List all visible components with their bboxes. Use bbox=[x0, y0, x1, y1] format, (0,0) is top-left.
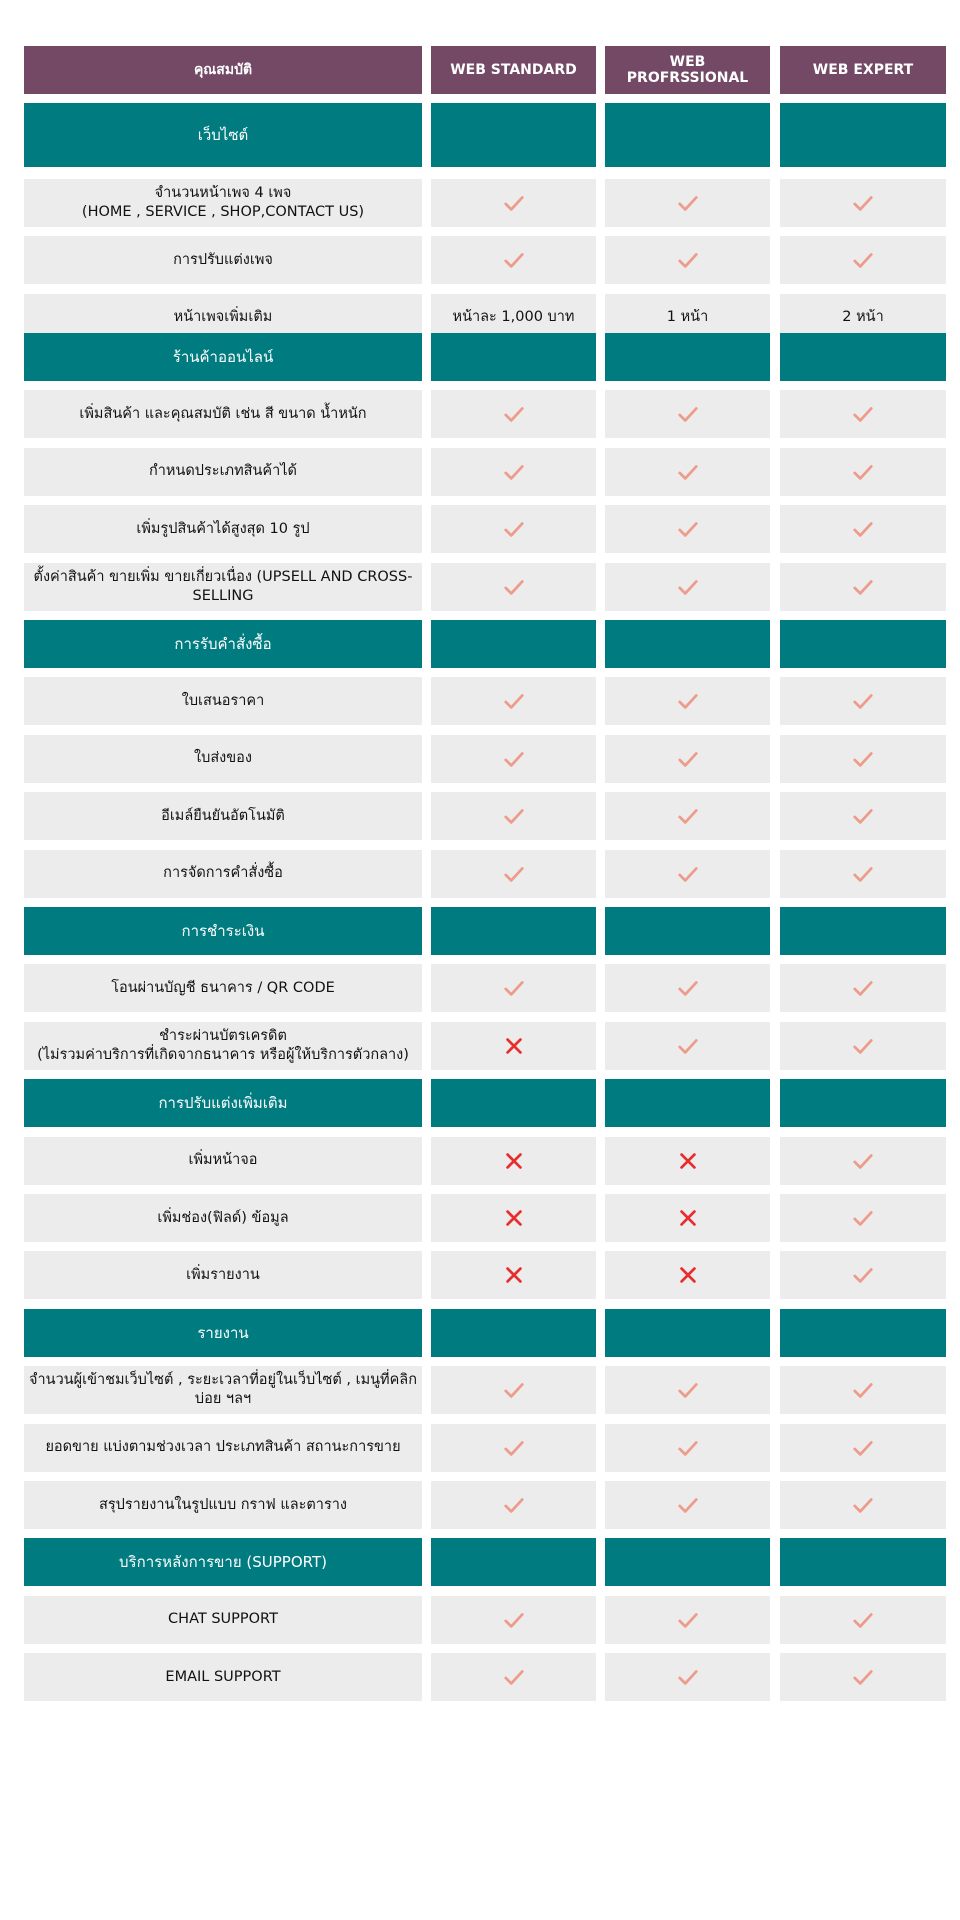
section-filler bbox=[431, 333, 596, 381]
check-icon bbox=[852, 403, 874, 425]
feature-value bbox=[780, 1194, 946, 1242]
feature-row-label bbox=[24, 1481, 422, 1529]
section-filler bbox=[605, 103, 770, 167]
check-icon bbox=[852, 1379, 874, 1401]
check-icon bbox=[852, 1494, 874, 1516]
feature-value bbox=[780, 1424, 946, 1472]
check-icon bbox=[852, 1207, 874, 1229]
check-icon bbox=[503, 1437, 525, 1459]
feature-row-label bbox=[24, 1251, 422, 1299]
section-filler bbox=[431, 907, 596, 955]
feature-value bbox=[780, 1251, 946, 1299]
feature-row-label bbox=[24, 179, 422, 227]
feature-value bbox=[605, 1251, 770, 1299]
feature-value bbox=[431, 964, 596, 1012]
check-icon bbox=[503, 576, 525, 598]
feature-value bbox=[431, 1137, 596, 1185]
check-icon bbox=[503, 1666, 525, 1688]
feature-value bbox=[431, 850, 596, 898]
feature-value bbox=[605, 677, 770, 725]
section-filler bbox=[780, 1309, 946, 1357]
feature-value bbox=[780, 677, 946, 725]
section-filler bbox=[431, 1079, 596, 1127]
section-title bbox=[24, 333, 422, 381]
check-icon bbox=[852, 805, 874, 827]
feature-row-label bbox=[24, 1137, 422, 1185]
check-icon bbox=[503, 403, 525, 425]
feature-value bbox=[431, 1424, 596, 1472]
check-icon bbox=[503, 249, 525, 271]
feature-row-label bbox=[24, 448, 422, 496]
feature-value-text: 2 หน้า bbox=[842, 309, 884, 326]
section-filler bbox=[780, 333, 946, 381]
section-filler bbox=[431, 620, 596, 668]
check-icon bbox=[677, 1609, 699, 1631]
feature-value bbox=[605, 505, 770, 553]
feature-label: การปรับแต่งเพจ bbox=[173, 251, 273, 268]
feature-value bbox=[605, 1137, 770, 1185]
header-plan bbox=[431, 46, 596, 94]
header-feature bbox=[24, 46, 422, 94]
feature-label: เพิ่มสินค้า และคุณสมบัติ เช่น สี ขนาด น้ำหนัก bbox=[79, 405, 367, 422]
check-icon bbox=[677, 977, 699, 999]
check-icon bbox=[852, 863, 874, 885]
feature-row-label bbox=[24, 964, 422, 1012]
feature-row-label bbox=[24, 1366, 422, 1414]
feature-value bbox=[780, 1137, 946, 1185]
cross-icon bbox=[503, 1035, 525, 1057]
feature-row-label bbox=[24, 236, 422, 284]
feature-value bbox=[431, 1653, 596, 1701]
feature-value bbox=[605, 735, 770, 783]
section-filler bbox=[431, 103, 596, 167]
feature-value bbox=[431, 1481, 596, 1529]
feature-value bbox=[605, 1653, 770, 1701]
feature-value bbox=[431, 735, 596, 783]
section-filler bbox=[780, 1079, 946, 1127]
feature-value bbox=[780, 1022, 946, 1070]
feature-value bbox=[431, 179, 596, 227]
feature-value bbox=[780, 390, 946, 438]
section-filler bbox=[780, 1538, 946, 1586]
check-icon bbox=[503, 1494, 525, 1516]
check-icon bbox=[503, 192, 525, 214]
section-filler bbox=[780, 907, 946, 955]
feature-value bbox=[605, 1022, 770, 1070]
feature-value bbox=[780, 964, 946, 1012]
feature-value bbox=[605, 1194, 770, 1242]
header-plan-label: WEB STANDARD bbox=[450, 62, 577, 78]
check-icon bbox=[852, 1150, 874, 1172]
feature-row-label bbox=[24, 1596, 422, 1644]
check-icon bbox=[852, 1666, 874, 1688]
feature-label: ใบเสนอราคา bbox=[181, 692, 265, 709]
section-filler bbox=[780, 103, 946, 167]
feature-label: โอนผ่านบัญชี ธนาคาร / QR CODE bbox=[111, 979, 335, 996]
check-icon bbox=[677, 805, 699, 827]
feature-value bbox=[431, 1194, 596, 1242]
feature-label: EMAIL SUPPORT bbox=[165, 1668, 281, 1685]
feature-value bbox=[605, 179, 770, 227]
feature-value bbox=[605, 1424, 770, 1472]
feature-label: ใบส่งของ bbox=[194, 750, 252, 767]
cross-icon bbox=[677, 1264, 699, 1286]
section-filler bbox=[605, 1538, 770, 1586]
feature-value bbox=[605, 964, 770, 1012]
section-title-label: การปรับแต่งเพิ่มเติม bbox=[158, 1094, 288, 1113]
feature-value bbox=[780, 1596, 946, 1644]
feature-value bbox=[780, 1653, 946, 1701]
feature-value bbox=[605, 850, 770, 898]
check-icon bbox=[503, 1379, 525, 1401]
feature-row-label bbox=[24, 1194, 422, 1242]
section-title bbox=[24, 1309, 422, 1357]
section-filler bbox=[605, 1309, 770, 1357]
feature-value bbox=[431, 390, 596, 438]
feature-value bbox=[780, 792, 946, 840]
check-icon bbox=[852, 192, 874, 214]
feature-value bbox=[605, 563, 770, 611]
check-icon bbox=[677, 403, 699, 425]
check-icon bbox=[677, 1035, 699, 1057]
feature-label: CHAT SUPPORT bbox=[168, 1611, 278, 1628]
feature-value-text: 1 หน้า bbox=[666, 309, 709, 326]
check-icon bbox=[852, 977, 874, 999]
check-icon bbox=[852, 576, 874, 598]
feature-value bbox=[605, 390, 770, 438]
cross-icon bbox=[503, 1150, 525, 1172]
section-filler bbox=[605, 620, 770, 668]
check-icon bbox=[852, 690, 874, 712]
feature-value bbox=[431, 792, 596, 840]
section-filler bbox=[605, 907, 770, 955]
feature-value bbox=[431, 1596, 596, 1644]
check-icon bbox=[503, 805, 525, 827]
feature-label: หน้าเพจเพิ่มเติม bbox=[173, 309, 273, 326]
feature-label: เพิ่มรูปสินค้าได้สูงสุด 10 รูป bbox=[136, 520, 310, 537]
check-icon bbox=[677, 576, 699, 598]
section-title bbox=[24, 620, 422, 668]
feature-value bbox=[431, 563, 596, 611]
feature-label: ยอดขาย แบ่งตามช่วงเวลา ประเภทสินค้า สถานะการขาย bbox=[45, 1439, 401, 1456]
header-plan bbox=[780, 46, 946, 94]
feature-value bbox=[780, 850, 946, 898]
feature-value bbox=[780, 1481, 946, 1529]
feature-row-label bbox=[24, 390, 422, 438]
section-title-label: ร้านค้าออนไลน์ bbox=[172, 348, 274, 366]
feature-value bbox=[431, 505, 596, 553]
feature-value bbox=[605, 1596, 770, 1644]
section-title bbox=[24, 103, 422, 167]
check-icon bbox=[677, 863, 699, 885]
check-icon bbox=[677, 192, 699, 214]
feature-row-label bbox=[24, 1022, 422, 1070]
feature-value bbox=[780, 505, 946, 553]
check-icon bbox=[852, 1264, 874, 1286]
feature-row-label bbox=[24, 505, 422, 553]
feature-row-label bbox=[24, 1424, 422, 1472]
check-icon bbox=[503, 690, 525, 712]
check-icon bbox=[677, 518, 699, 540]
feature-value bbox=[780, 179, 946, 227]
check-icon bbox=[677, 461, 699, 483]
check-icon bbox=[852, 748, 874, 770]
check-icon bbox=[677, 1494, 699, 1516]
section-title bbox=[24, 1079, 422, 1127]
check-icon bbox=[503, 863, 525, 885]
section-filler bbox=[605, 333, 770, 381]
check-icon bbox=[677, 1379, 699, 1401]
check-icon bbox=[503, 518, 525, 540]
check-icon bbox=[677, 690, 699, 712]
cross-icon bbox=[677, 1207, 699, 1229]
feature-label: อีเมล์ยืนยันอัตโนมัติ bbox=[161, 807, 285, 824]
section-title bbox=[24, 907, 422, 955]
feature-value bbox=[431, 1251, 596, 1299]
check-icon bbox=[852, 1035, 874, 1057]
feature-row-label bbox=[24, 735, 422, 783]
feature-value bbox=[780, 735, 946, 783]
section-filler bbox=[780, 620, 946, 668]
section-title-label: รายงาน bbox=[197, 1323, 249, 1342]
feature-value bbox=[431, 677, 596, 725]
section-title-label: การรับคำสั่งซื้อ bbox=[174, 635, 272, 653]
check-icon bbox=[503, 461, 525, 483]
header-plan-label: WEB EXPERT bbox=[812, 62, 914, 78]
check-icon bbox=[677, 748, 699, 770]
check-icon bbox=[852, 461, 874, 483]
check-icon bbox=[852, 249, 874, 271]
feature-value bbox=[605, 448, 770, 496]
feature-value bbox=[605, 236, 770, 284]
feature-label: กำหนดประเภทสินค้าได้ bbox=[149, 463, 297, 480]
feature-label: การจัดการคำสั่งซื้อ bbox=[163, 865, 283, 882]
section-filler bbox=[605, 1079, 770, 1127]
feature-label: เพิ่มรายงาน bbox=[186, 1266, 260, 1283]
feature-label: เพิ่มหน้าจอ bbox=[188, 1152, 258, 1169]
feature-value bbox=[780, 563, 946, 611]
feature-label: จำนวนผู้เข้าชมเว็บไซต์ , ระยะเวลาที่อยู่ในเว็บไซต์ , เมนูที่คลิกบ่อย ฯลฯ bbox=[29, 1372, 417, 1408]
feature-value bbox=[605, 1366, 770, 1414]
feature-value bbox=[431, 448, 596, 496]
section-title-label: เว็บไซต์ bbox=[197, 126, 249, 145]
feature-value bbox=[780, 1366, 946, 1414]
section-title bbox=[24, 1538, 422, 1586]
header-plan bbox=[605, 46, 770, 94]
section-title-label: บริการหลังการขาย (SUPPORT) bbox=[119, 1553, 327, 1572]
feature-value bbox=[431, 1366, 596, 1414]
feature-value bbox=[780, 448, 946, 496]
check-icon bbox=[852, 1437, 874, 1459]
check-icon bbox=[677, 1437, 699, 1459]
section-title-label: การชำระเงิน bbox=[181, 922, 265, 940]
feature-label: ตั้งค่าสินค้า ขายเพิ่ม ขายเกี่ยวเนื่อง (UPSELL AND CROSS-SELLING bbox=[33, 568, 413, 604]
cross-icon bbox=[503, 1207, 525, 1229]
header-plan-label: WEB PROFRSSIONAL bbox=[626, 54, 749, 86]
cross-icon bbox=[503, 1264, 525, 1286]
feature-row-label bbox=[24, 677, 422, 725]
check-icon bbox=[503, 1609, 525, 1631]
feature-row-label bbox=[24, 850, 422, 898]
feature-row-label bbox=[24, 1653, 422, 1701]
header-feature-label: คุณสมบัติ bbox=[193, 62, 253, 78]
feature-label: จำนวนหน้าเพจ 4 เพจ (HOME , SERVICE , SHOP,CONTACT US) bbox=[81, 184, 365, 220]
section-filler bbox=[431, 1538, 596, 1586]
feature-row-label bbox=[24, 792, 422, 840]
feature-value-text: หน้าละ 1,000 บาท bbox=[452, 309, 575, 326]
feature-value bbox=[431, 1022, 596, 1070]
feature-value bbox=[431, 236, 596, 284]
check-icon bbox=[677, 1666, 699, 1688]
check-icon bbox=[852, 1609, 874, 1631]
feature-label: สรุปรายงานในรูปแบบ กราฟ และตาราง bbox=[99, 1496, 347, 1513]
feature-label: ชำระผ่านบัตรเครดิต (ไม่รวมค่าบริการที่เกิดจากธนาคาร หรือผู้ให้บริการตัวกลาง) bbox=[37, 1027, 409, 1063]
check-icon bbox=[677, 249, 699, 271]
check-icon bbox=[503, 977, 525, 999]
feature-value bbox=[780, 236, 946, 284]
feature-value bbox=[605, 792, 770, 840]
feature-row-label bbox=[24, 563, 422, 611]
check-icon bbox=[852, 518, 874, 540]
section-filler bbox=[431, 1309, 596, 1357]
feature-label: เพิ่มช่อง(ฟิลด์) ข้อมูล bbox=[157, 1209, 289, 1226]
check-icon bbox=[503, 748, 525, 770]
feature-value bbox=[605, 1481, 770, 1529]
cross-icon bbox=[677, 1150, 699, 1172]
